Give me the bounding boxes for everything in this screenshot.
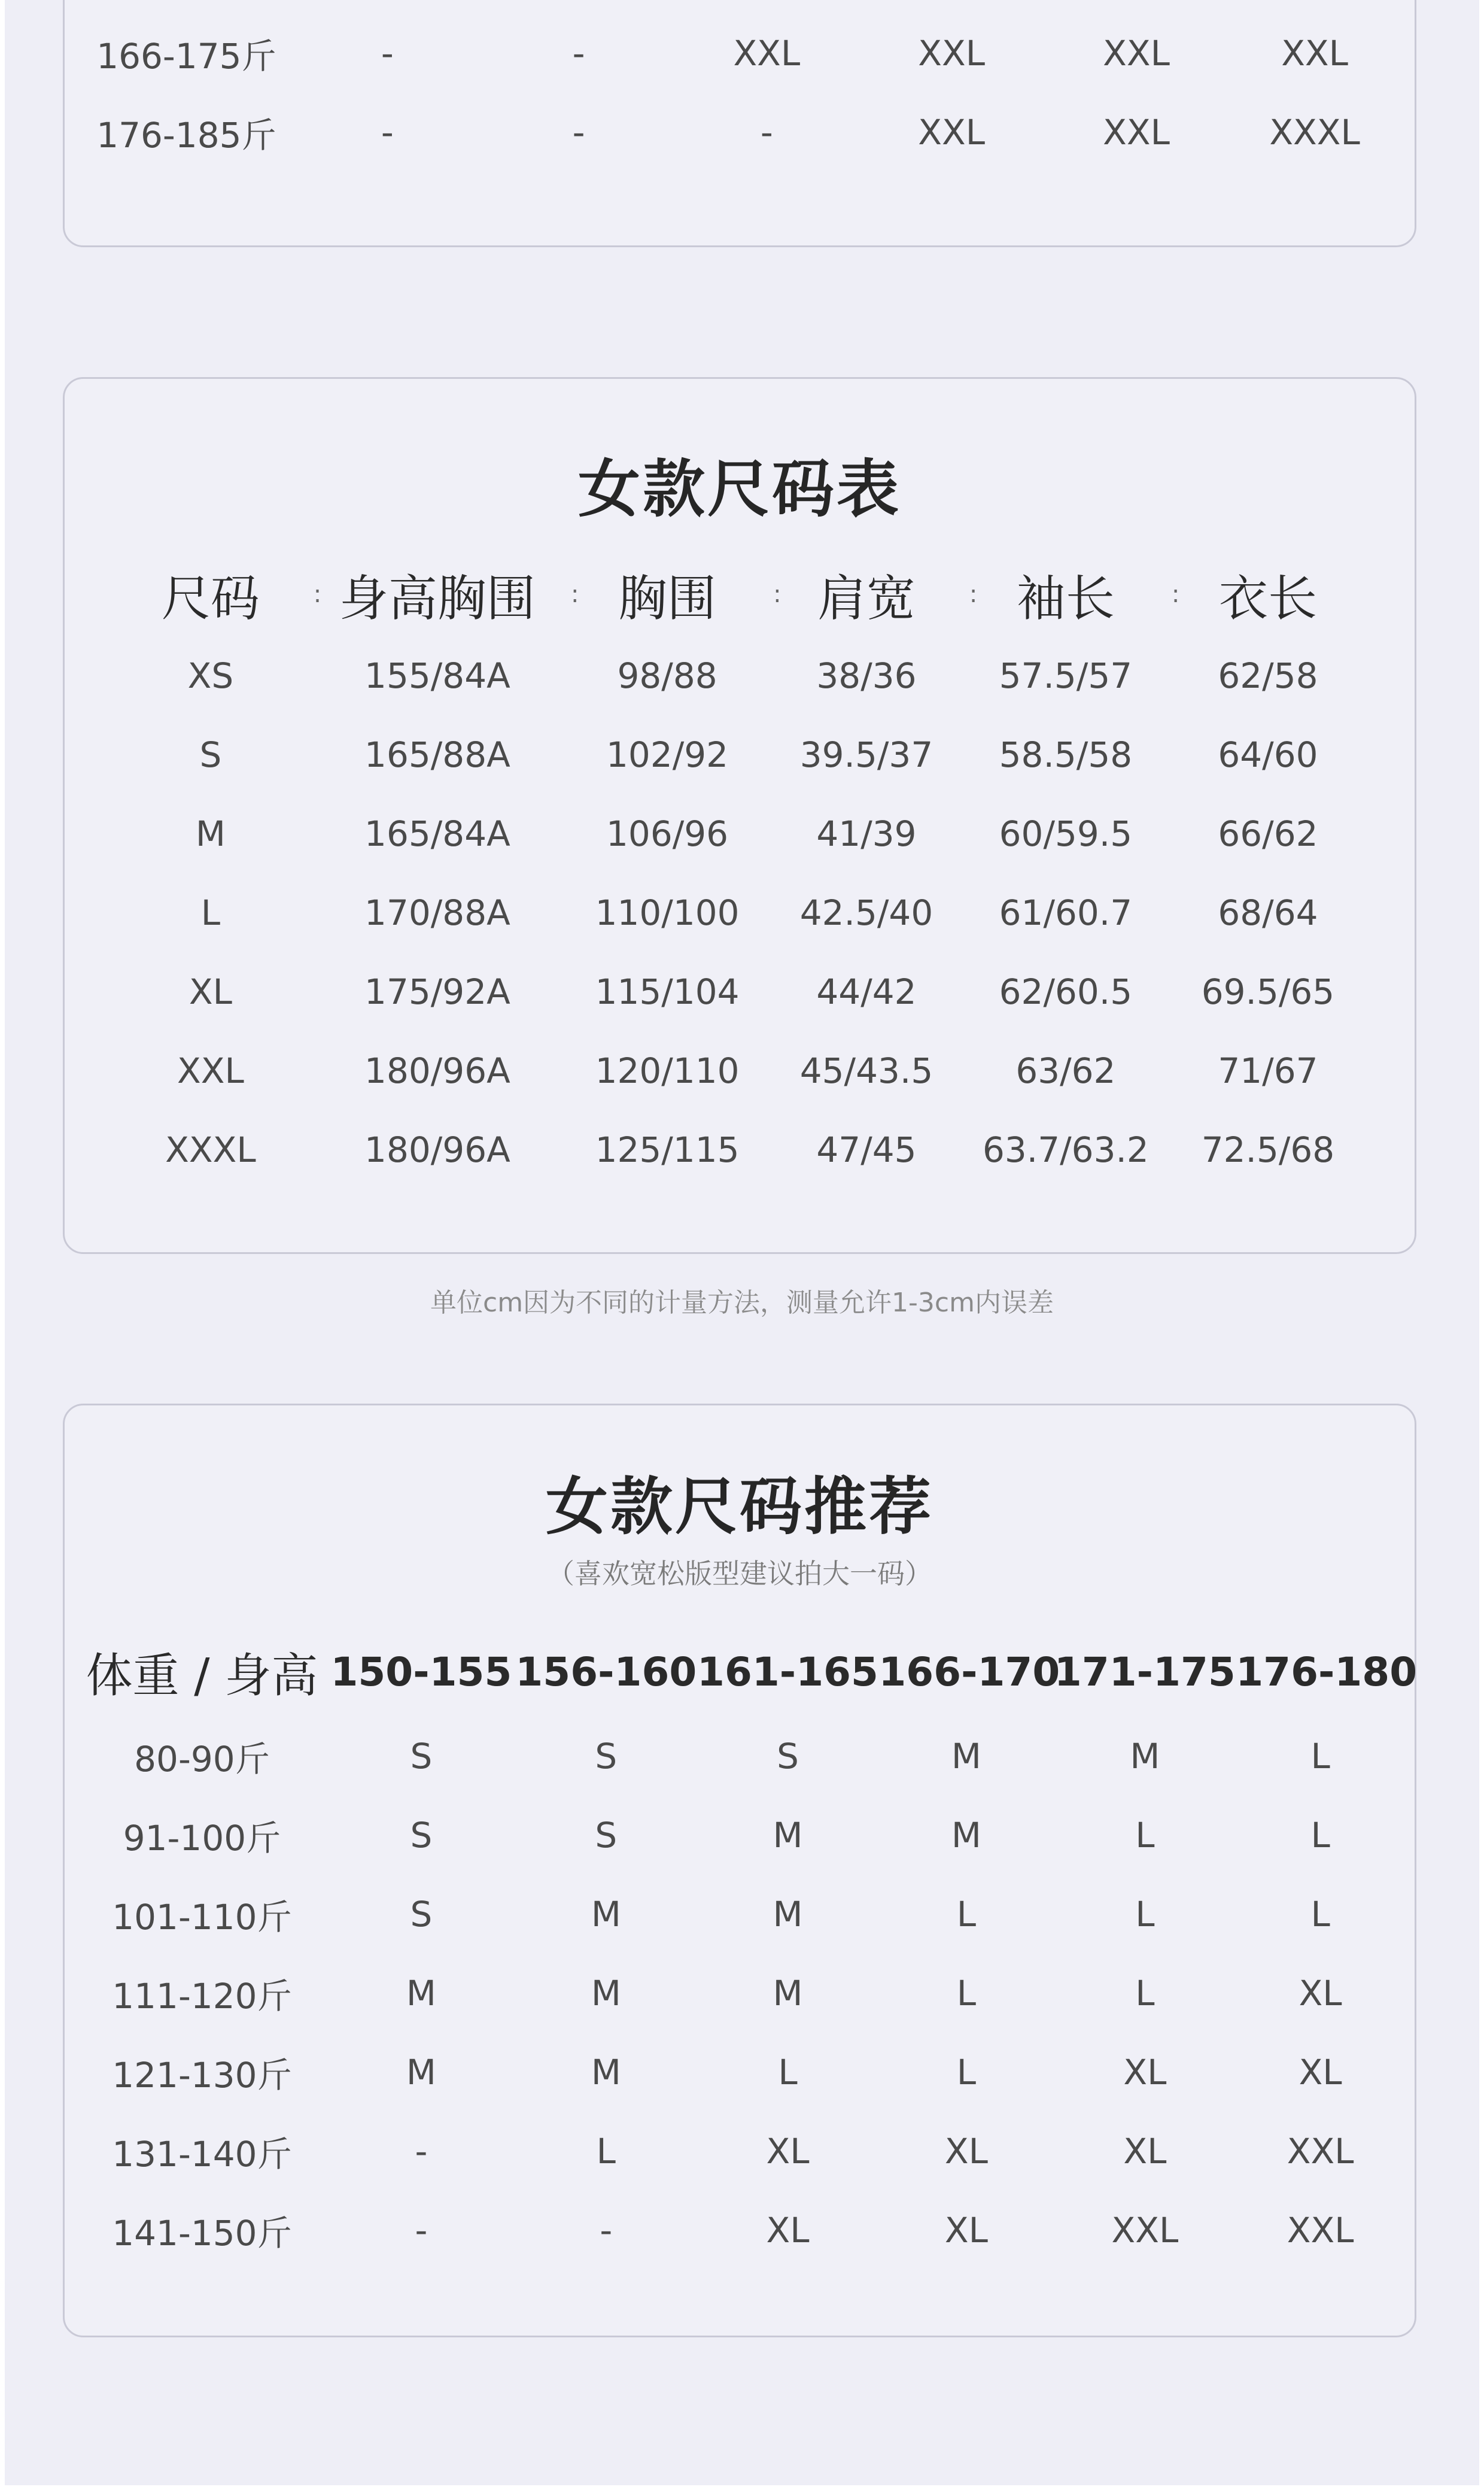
size-cell: S: [410, 1815, 433, 1856]
size-cell: M: [773, 1815, 803, 1856]
size-cell: XXL: [918, 112, 986, 153]
size-cell: XXL: [1111, 2210, 1179, 2251]
size-cell: L: [956, 1973, 977, 2014]
size-cell: XL: [944, 2131, 988, 2172]
height-header: 150-155: [330, 1648, 512, 1695]
table-row: [112, 952, 1369, 1031]
measurement-cell: 47/45: [816, 1129, 917, 1170]
size-cell: -: [760, 112, 773, 153]
table-row: [77, 1796, 1405, 1875]
size-cell: XL: [766, 2131, 810, 2172]
height-header: 156-160: [515, 1648, 697, 1695]
size-cell: M: [951, 1736, 981, 1777]
size-cell: L: [1310, 1894, 1330, 1935]
size-chart-card: [63, 377, 1416, 1254]
size-cell: S: [410, 1736, 433, 1777]
size-chart-table: [112, 552, 1369, 1189]
weight-label: 131-140斤: [112, 2134, 292, 2175]
size-cell: S: [595, 1815, 618, 1856]
measurement-cell: 57.5/57: [999, 655, 1133, 696]
weight-table-tail-card: [63, 0, 1416, 247]
column-header: 胸围 :: [618, 570, 781, 627]
size-cell: -: [415, 2131, 428, 2172]
corner-header: 体重 / 身高: [86, 1649, 318, 1703]
size-cell: XXL: [1103, 33, 1170, 74]
size-cell: XXL: [918, 33, 986, 74]
weight-label: 80-90斤: [134, 1739, 270, 1780]
size-label: S: [199, 734, 222, 775]
table-row: [112, 873, 1369, 952]
size-cell: XL: [1123, 2131, 1167, 2172]
recommend-table: [77, 1627, 1418, 2270]
size-cell: L: [1310, 1736, 1330, 1777]
size-cell: -: [381, 112, 394, 153]
size-cell: L: [1135, 1815, 1155, 1856]
table-row: [77, 2191, 1405, 2270]
size-label: M: [195, 813, 226, 854]
measurement-cell: 165/84A: [364, 813, 510, 854]
size-cell: S: [410, 1894, 433, 1935]
measurement-cell: 44/42: [816, 971, 917, 1012]
measurement-cell: 110/100: [595, 892, 740, 933]
size-cell: XXL: [1287, 2131, 1354, 2172]
measurement-cell: 102/92: [606, 734, 729, 775]
measurement-cell: 165/88A: [364, 734, 510, 775]
recommend-subtitle: （喜欢宽松版型建议拍大一码）: [547, 1557, 932, 1590]
weight-label: 141-150斤: [112, 2213, 292, 2254]
size-cell: XXL: [1103, 112, 1170, 153]
measurement-cell: 106/96: [606, 813, 729, 854]
size-cell: S: [595, 1736, 618, 1777]
size-cell: XXXL: [1269, 112, 1360, 153]
size-cell: XL: [1298, 1973, 1342, 2014]
measurement-cell: 68/64: [1218, 892, 1318, 933]
measurement-cell: 115/104: [595, 971, 740, 1012]
size-cell: XXL: [733, 33, 801, 74]
measurement-cell: 63/62: [1015, 1050, 1116, 1091]
height-header: 166-170: [878, 1648, 1060, 1695]
size-cell: M: [406, 1973, 436, 2014]
measurement-cell: 175/92A: [364, 971, 510, 1012]
size-cell: S: [777, 1736, 799, 1777]
measurement-cell: 62/58: [1218, 655, 1318, 696]
measurement-cell: 98/88: [617, 655, 717, 696]
measurement-cell: 180/96A: [364, 1050, 510, 1091]
size-label: XXXL: [165, 1129, 256, 1170]
size-cell: M: [951, 1815, 981, 1856]
measurement-cell: 66/62: [1218, 813, 1318, 854]
size-cell: -: [381, 33, 394, 74]
size-label: L: [200, 892, 221, 933]
measurement-cell: 71/67: [1218, 1050, 1318, 1091]
size-label: XS: [187, 655, 234, 696]
weight-label: 111-120斤: [112, 1976, 292, 2017]
measurement-cell: 60/59.5: [999, 813, 1133, 854]
table-row: [83, 14, 1399, 93]
column-header: 尺码 :: [161, 570, 322, 627]
size-cell: XL: [1298, 2052, 1342, 2093]
weight-label: 91-100斤: [123, 1818, 281, 1859]
size-cell: XXL: [1281, 33, 1348, 74]
measurement-cell: 63.7/63.2: [982, 1129, 1149, 1170]
size-cell: L: [1310, 1815, 1330, 1856]
measurement-cell: 42.5/40: [799, 892, 933, 933]
weight-label: 166-175斤: [96, 36, 276, 77]
measurement-note: 单位cm因为不同的计量方法，测量允许1-3cm内误差: [430, 1287, 1054, 1318]
size-label: XL: [188, 971, 232, 1012]
size-cell: M: [773, 1973, 803, 2014]
table-row: [112, 636, 1369, 715]
weight-label: 121-130斤: [112, 2055, 292, 2096]
size-cell: XXL: [1287, 2210, 1354, 2251]
page: [5, 0, 1479, 2485]
measurement-cell: 64/60: [1218, 734, 1318, 775]
size-cell: -: [572, 33, 585, 74]
measurement-cell: 120/110: [595, 1050, 740, 1091]
table-row: [112, 1110, 1369, 1189]
recommend-title: 女款尺码推荐: [545, 1470, 933, 1543]
measurement-cell: 62/60.5: [999, 971, 1133, 1012]
height-header: 176-180: [1236, 1648, 1418, 1695]
weight-table-tail: [83, 14, 1399, 172]
measurement-cell: 170/88A: [364, 892, 510, 933]
size-cell: XL: [1123, 2052, 1167, 2093]
size-cell: L: [596, 2131, 616, 2172]
table-row: [112, 794, 1369, 873]
size-cell: L: [956, 2052, 977, 2093]
size-cell: L: [1135, 1973, 1155, 2014]
measurement-cell: 69.5/65: [1201, 971, 1335, 1012]
size-cell: M: [406, 2052, 436, 2093]
size-cell: M: [773, 1894, 803, 1935]
measurement-cell: 72.5/68: [1201, 1129, 1335, 1170]
height-header: 161-165: [697, 1648, 878, 1695]
size-cell: M: [591, 1894, 621, 1935]
weight-label: 101-110斤: [112, 1897, 292, 1938]
size-label: XXL: [177, 1050, 244, 1091]
size-cell: M: [1130, 1736, 1160, 1777]
size-cell: XL: [944, 2210, 988, 2251]
size-cell: -: [572, 112, 585, 153]
column-header: 肩宽 :: [817, 570, 978, 627]
measurement-cell: 41/39: [816, 813, 917, 854]
measurement-cell: 39.5/37: [799, 734, 933, 775]
column-header: 衣长: [1218, 570, 1317, 627]
size-recommend-card: [63, 1404, 1416, 2337]
table-row: [83, 93, 1399, 172]
measurement-cell: 155/84A: [364, 655, 510, 696]
table-row: [77, 2033, 1405, 2112]
column-header: 身高胸围 :: [339, 570, 579, 627]
measurement-cell: 61/60.7: [999, 892, 1133, 933]
measurement-cell: 45/43.5: [799, 1050, 933, 1091]
table-row: [77, 2112, 1405, 2191]
table-row: [112, 715, 1369, 794]
size-cell: M: [591, 2052, 621, 2093]
height-header: 171-175: [1054, 1648, 1236, 1695]
table-row: [77, 1875, 1405, 1954]
size-cell: XL: [766, 2210, 810, 2251]
size-cell: L: [778, 2052, 798, 2093]
measurement-cell: 58.5/58: [999, 734, 1133, 775]
measurement-cell: 180/96A: [364, 1129, 510, 1170]
table-row: [112, 1031, 1369, 1110]
measurement-cell: 125/115: [595, 1129, 740, 1170]
size-chart-title: 女款尺码表: [577, 453, 901, 526]
size-cell: L: [956, 1894, 977, 1935]
column-header: 袖长 :: [1016, 570, 1180, 627]
size-cell: -: [600, 2210, 613, 2251]
size-cell: M: [591, 1973, 621, 2014]
weight-label: 176-185斤: [96, 115, 276, 156]
size-cell: L: [1135, 1894, 1155, 1935]
size-cell: -: [415, 2210, 428, 2251]
table-row: [77, 1717, 1405, 1796]
measurement-cell: 38/36: [816, 655, 917, 696]
table-row: [77, 1954, 1405, 2033]
